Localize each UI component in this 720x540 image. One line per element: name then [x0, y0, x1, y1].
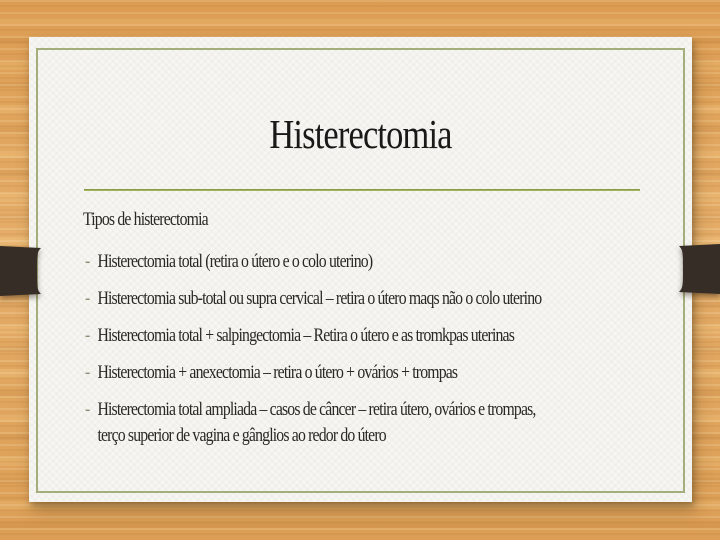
bullet-dash: - — [85, 399, 91, 420]
bullet-item — [85, 360, 666, 386]
slide-title: Histerectomia — [269, 111, 452, 157]
bullet-list — [85, 249, 720, 460]
bullet-item — [85, 286, 666, 312]
ribbon-clip-left — [0, 245, 46, 297]
title-divider — [84, 189, 640, 191]
bullet-item — [85, 249, 666, 275]
bullet-dash: - — [85, 288, 91, 309]
bullet-item — [85, 323, 666, 349]
bullet-text: Histerectomia sub-total ou supra cervical – retira o útero maqs não o colo uterino — [97, 288, 542, 309]
bullet-text: Histerectomia total + salpingectomia – Retira o útero e as tromkpas uterinas — [97, 325, 515, 346]
ribbon-clip-right — [674, 243, 720, 295]
bullet-item — [85, 397, 666, 449]
bullet-dash: - — [85, 362, 91, 383]
subtitle: Tipos de histerectomia — [83, 209, 208, 230]
bullet-text: Histerectomia total ampliada – casos de câncer – retira útero, ovários e trompas, — [97, 399, 536, 420]
bullet-text: Histerectomia total (retira o útero e o colo uterino) — [97, 251, 373, 272]
slide — [29, 37, 692, 502]
bullet-text: Histerectomia + anexectomia – retira o útero + ovários + trompas — [97, 362, 458, 383]
bullet-dash: - — [85, 325, 91, 346]
bullet-dash: - — [85, 251, 91, 272]
bullet-text-line2: terço superior de vagina e gânglios ao redor do útero — [97, 425, 386, 446]
